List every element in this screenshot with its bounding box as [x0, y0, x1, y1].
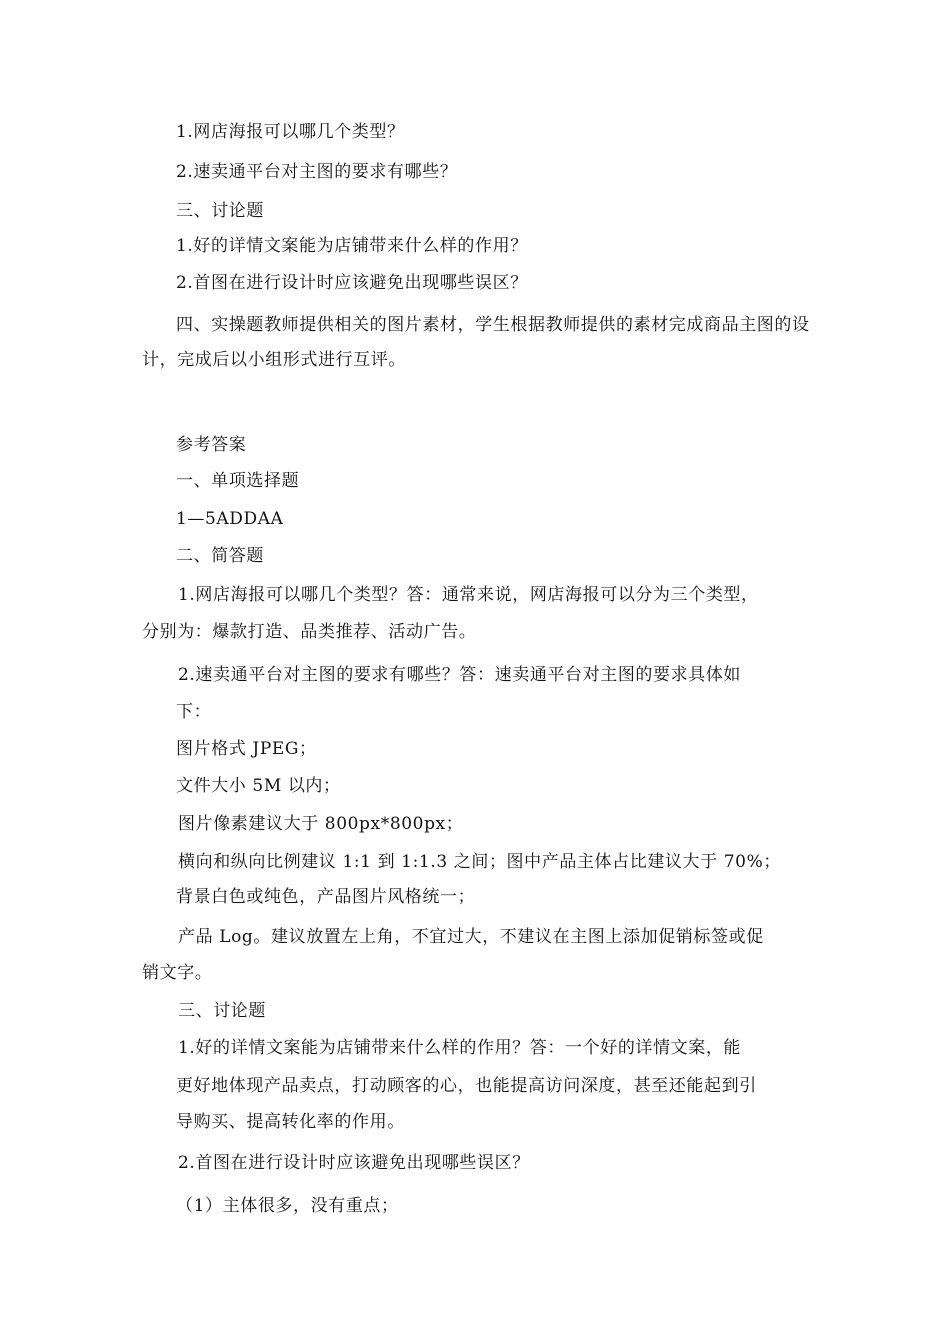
- discussion-answer-2-question: 2.首图在进行设计时应该避免出现哪些误区？: [178, 1153, 530, 1173]
- discussion-heading: 三、讨论题: [176, 201, 264, 221]
- answer-2-line-2: 下：: [176, 702, 212, 722]
- answer-2-item: 文件大小 5M 以内；: [176, 776, 341, 796]
- answer-1-line-1: 1.网店海报可以哪几个类型？答：通常来说，网店海报可以分为三个类型，: [178, 585, 759, 605]
- answer-2-item: 横向和纵向比例建议 1:1 到 1:1.3 之间；图中产品主体占比建议大于 70%；: [178, 852, 781, 872]
- answers-discussion-heading: 三、讨论题: [178, 1001, 266, 1021]
- answer-2-line-1: 2.速卖通平台对主图的要求有哪些？答：速卖通平台对主图的要求具体如: [178, 665, 742, 685]
- answer-2-item: 背景白色或纯色，产品图片风格统一；: [176, 887, 476, 907]
- discussion-question-1: 1.好的详情文案能为店铺带来什么样的作用？: [176, 236, 528, 256]
- single-choice-answer: 1—5ADDAA: [176, 509, 284, 529]
- answer-2-item: 图片格式 JPEG；: [176, 739, 317, 759]
- single-choice-heading: 一、单项选择题: [176, 471, 300, 491]
- answers-title: 参考答案: [176, 435, 247, 455]
- practical-question-line-1: 四、实操题教师提供相关的图片素材，学生根据教师提供的素材完成商品主图的设: [176, 315, 810, 335]
- practical-question-line-2: 计，完成后以小组形式进行互评。: [142, 350, 406, 370]
- answer-1-line-2: 分别为：爆款打造、品类推荐、活动广告。: [142, 622, 477, 642]
- discussion-answer-1-line-3: 导购买、提高转化率的作用。: [176, 1112, 405, 1132]
- answer-2-logo-line-2: 销文字。: [142, 963, 213, 983]
- answer-2-logo-line-1: 产品 Log。建议放置左上角，不宜过大，不建议在主图上添加促销标签或促: [178, 927, 764, 947]
- discussion-answer-1-line-2: 更好地体现产品卖点，打动顾客的心，也能提高访问深度，甚至还能起到引: [176, 1076, 757, 1096]
- short-answer-heading: 二、简答题: [176, 546, 264, 566]
- discussion-question-2: 2.首图在进行设计时应该避免出现哪些误区？: [176, 273, 528, 293]
- discussion-answer-1-line-1: 1.好的详情文案能为店铺带来什么样的作用？答：一个好的详情文案，能: [178, 1038, 742, 1058]
- short-answer-question-1: 1.网店海报可以哪几个类型？: [176, 122, 405, 142]
- answer-2-item: 图片像素建议大于 800px*800px；: [178, 814, 464, 834]
- short-answer-question-2: 2.速卖通平台对主图的要求有哪些？: [176, 162, 458, 182]
- discussion-answer-2-item-1: （1）主体很多，没有重点；: [176, 1196, 399, 1216]
